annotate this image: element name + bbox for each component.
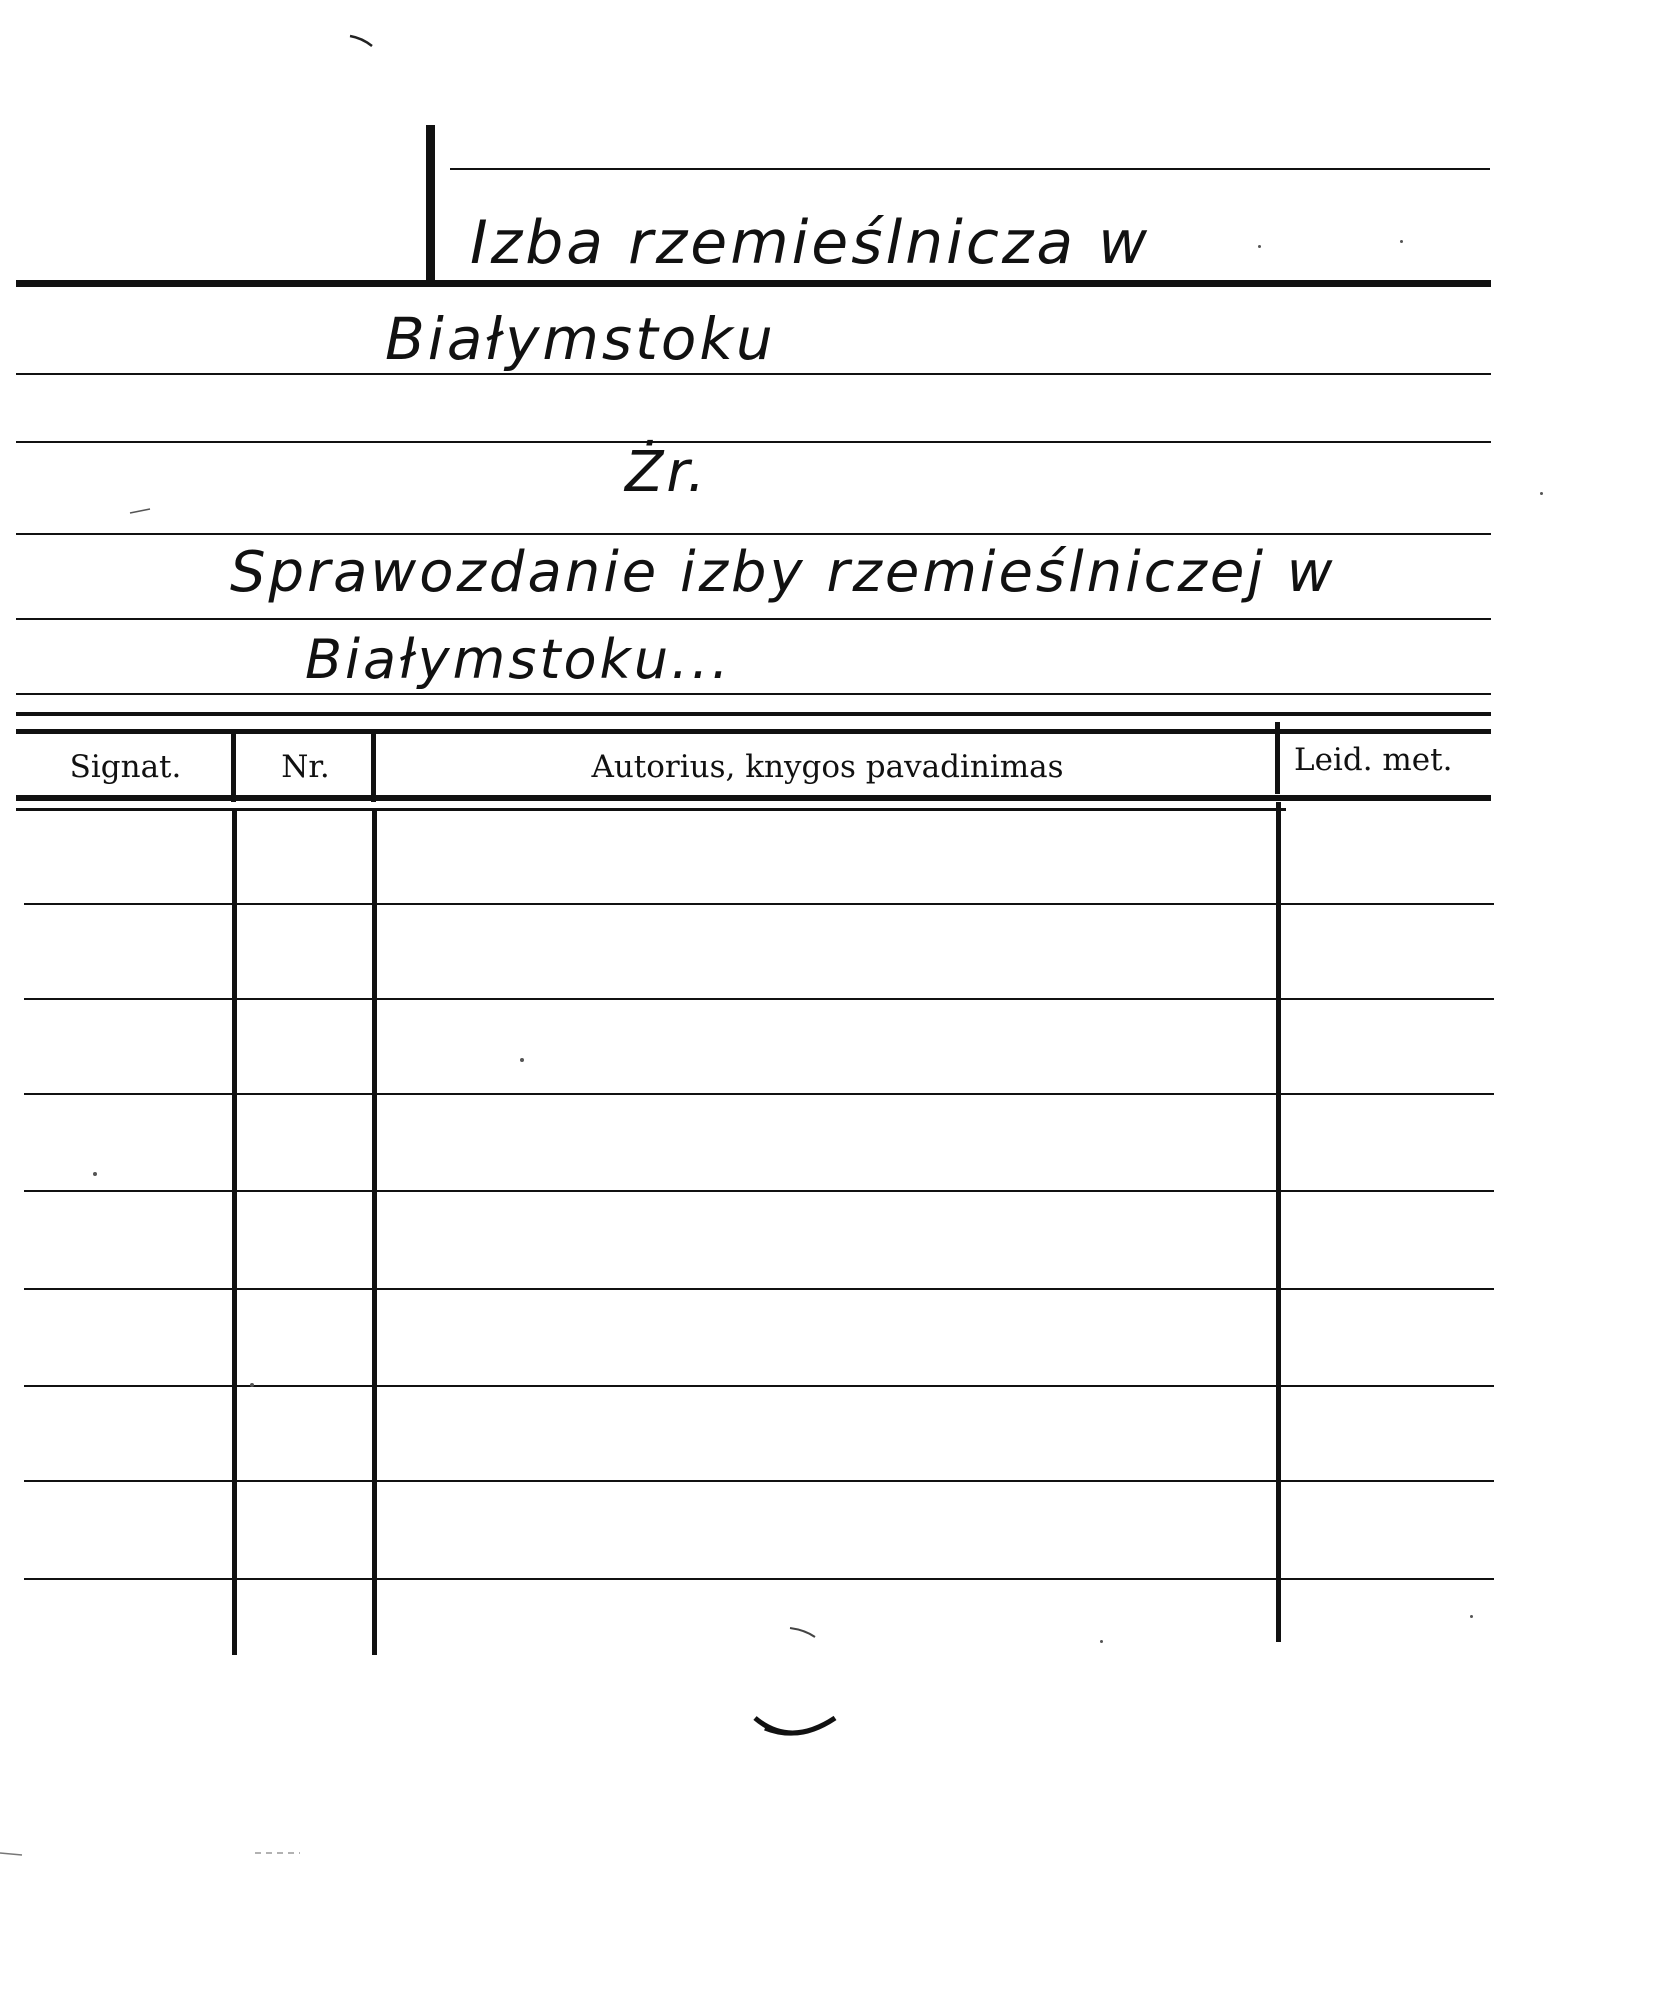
scan-speck <box>520 1058 524 1062</box>
scan-speck <box>1400 240 1403 243</box>
scan-speck <box>1258 245 1261 248</box>
column-header-author-title: Autorius, knygos pavadinimas <box>591 749 1064 785</box>
handwritten-title-line2: Białymstoku... <box>305 628 732 691</box>
handwritten-heading-line1: Izba rzemieślnicza w <box>470 208 1151 278</box>
scan-speck <box>93 1172 97 1176</box>
scan-speck <box>1100 1640 1103 1643</box>
pen-dash-mark <box>130 509 150 513</box>
handwritten-title-line1: Sprawozdanie izby rzemieślniczej w <box>230 540 1336 605</box>
column-header-nr: Nr. <box>281 749 330 785</box>
pen-tick-mark <box>350 36 372 46</box>
scan-speck <box>1470 1615 1473 1618</box>
pen-dash-mark <box>0 1853 22 1855</box>
scan-speck <box>250 1383 254 1387</box>
handwritten-heading-line2: Białymstoku <box>385 305 776 373</box>
pen-check-mark <box>755 1718 835 1733</box>
column-header-year: Leid. met. <box>1294 742 1453 778</box>
column-header-signat: Signat. <box>69 749 182 785</box>
handwritten-reference: Żr. <box>625 440 709 505</box>
pen-dash-mark <box>790 1628 815 1637</box>
scan-speck <box>1540 492 1543 495</box>
